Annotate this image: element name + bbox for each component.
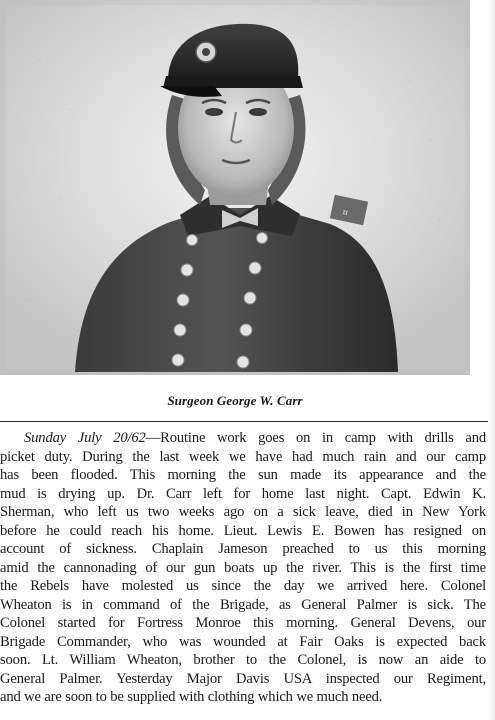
portrait-illustration — [0, 0, 470, 375]
entry-line-1 — [24, 429, 486, 448]
entry-line-15: and we are soon to be supplied with clothing which we much need. — [0, 689, 383, 705]
entry-line-7: account of sickness. Chaplain Jameson preached to us this morning — [0, 541, 486, 557]
entry-line-2: picket duty. During the last week we have had much rain and our camp — [0, 448, 486, 465]
entry-line-3: has been flooded. This morning the sun made its appearance and the — [0, 467, 486, 483]
portrait-photograph — [0, 0, 470, 375]
entry-line-9: the Rebels have molested us since the day we arrived here. Colonel — [0, 578, 486, 594]
entry-line-12: Brigade Commander, who was wounded at Fair Oaks is expected back — [0, 633, 486, 650]
svg-text:¤: ¤ — [341, 207, 349, 219]
entry-line-10: Wheaton is in command of the Brigade, as General Palmer is sick. The — [0, 596, 486, 613]
entry-line-6: before he could reach his home. Lieut. Lewis E. Bowen has resigned on — [0, 522, 486, 539]
entry-date: Sunday July 20/62 — [24, 430, 146, 446]
entry-line-8: amid the cannonading of our gun boats up the river. This is the first time — [0, 559, 486, 576]
entry-text: —Routine work goes on in camp with drills and — [145, 430, 486, 446]
diary-entry — [0, 429, 486, 707]
entry-line-14: General Palmer. Yesterday Major Davis USA inspected our Regiment, — [0, 670, 486, 687]
entry-line-13: soon. Lt. William Wheaton, brother to the Colonel, is now an aide to — [0, 652, 486, 668]
section-divider — [0, 421, 488, 422]
entry-line-4: mud is drying up. Dr. Carr left for home last night. Capt. Edwin K. — [0, 485, 486, 502]
entry-line-11: Colonel started for Fortress Monroe this morning. General Devens, our — [0, 615, 486, 631]
page-edge — [489, 0, 495, 720]
photo-caption: Surgeon George W. Carr — [167, 393, 303, 408]
entry-line-5: Sherman, who left us two weeks ago on a sick leave, died in New York — [0, 504, 486, 520]
